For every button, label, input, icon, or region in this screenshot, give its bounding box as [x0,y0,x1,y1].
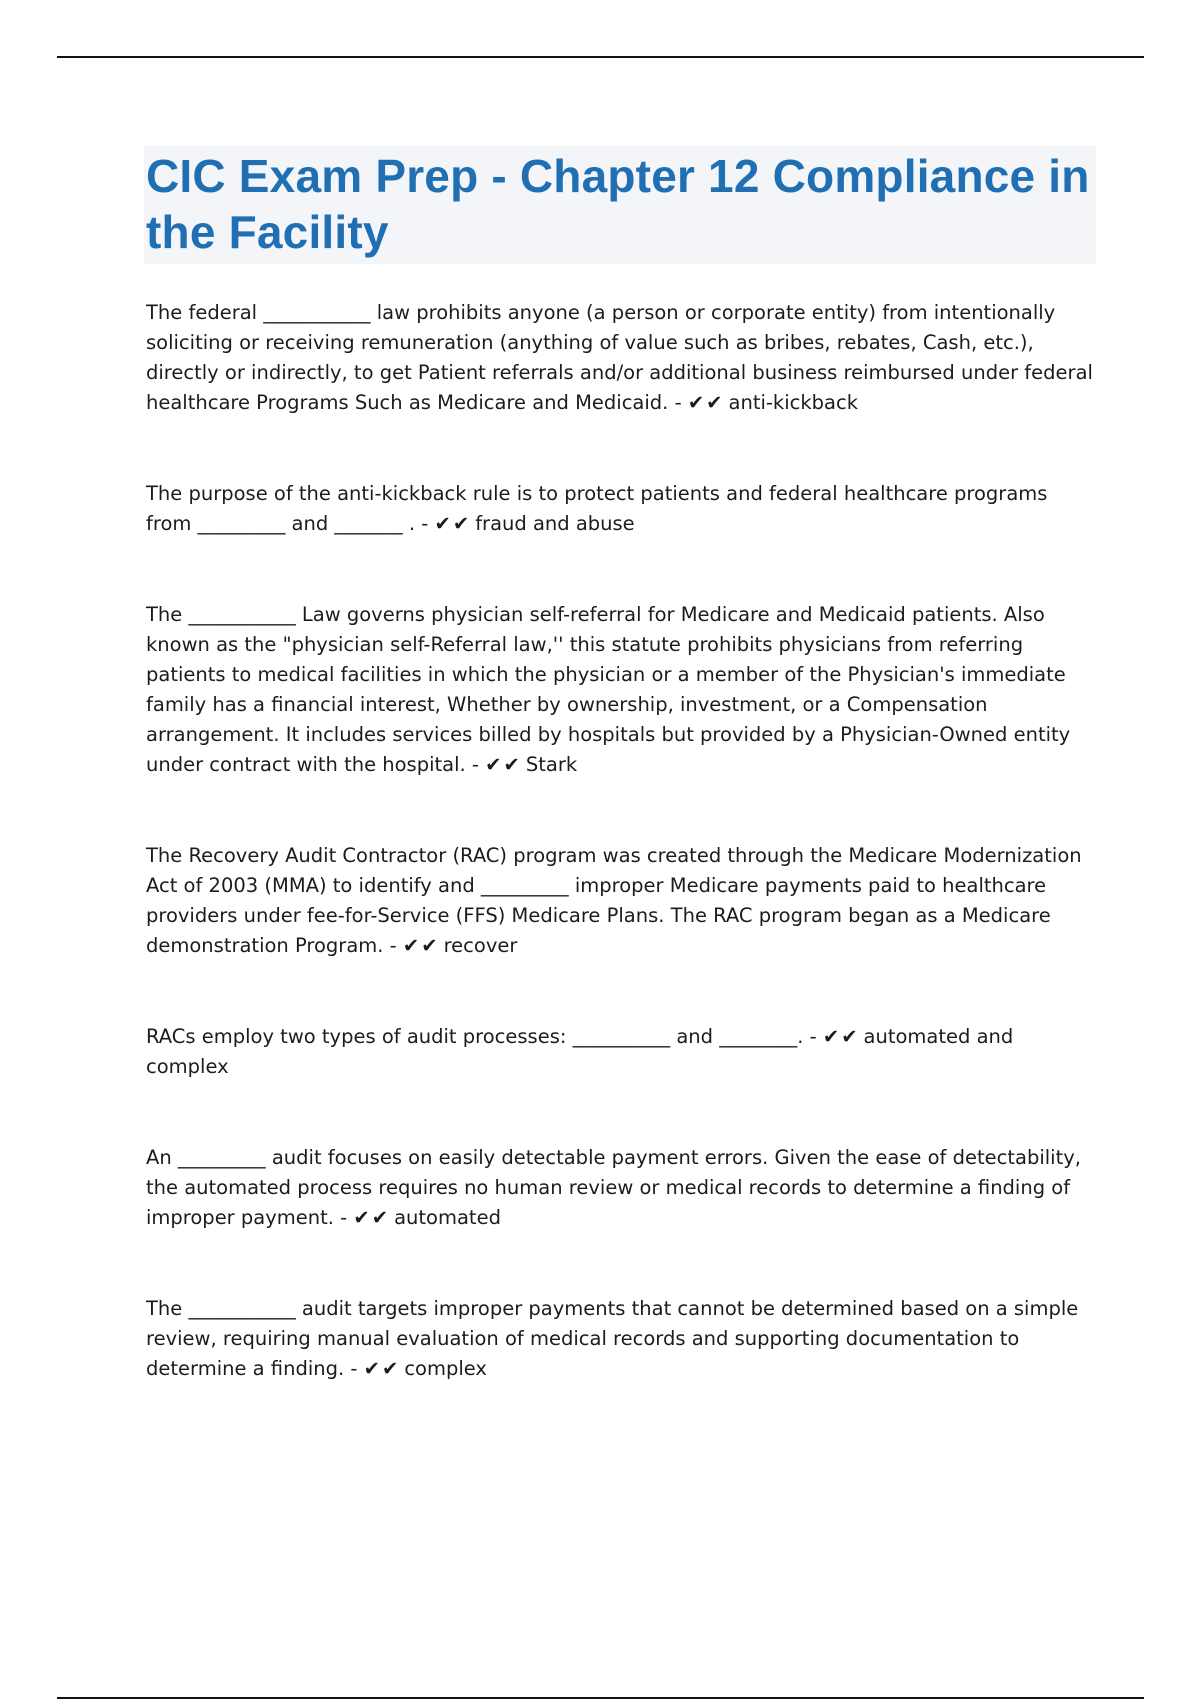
question-text: RACs employ two types of audit processes: __________ and ________. - [146,1025,817,1048]
qa-item-7 [146,1294,1096,1384]
question-text: The ___________ Law governs physician self-referral for Medicare and Medicaid patients. Also known as the "physician self-Referral law,'' this statute prohibits physicians from referring patients to medical facilities in which the physician or a member of the Physician's immediate family has a financial interest, Whether by ownership, investment, or a Compensation arrangement. It includes services billed by hospitals but provided by a Physician-Owned entity under contract with the hospital. - [146,603,1071,776]
bottom-rule [57,1697,1144,1699]
answer-text: automated and complex [146,1025,1014,1078]
question-text: An _________ audit focuses on easily detectable payment errors. Given the ease of detectability, the automated process requires no human review or medical records to determine a finding of improper payment. - [146,1146,1081,1229]
question-text: The Recovery Audit Contractor (RAC) program was created through the Medicare Modernization Act of 2003 (MMA) to identify and _________ improper Medicare payments paid to healthcare providers under fee-for-Service (FFS) Medicare Plans. The RAC program began as a Medicare demonstration Program. - [146,844,1082,957]
answer-text: fraud and abuse [475,512,635,535]
double-check-icon: ✔✔ [434,512,472,535]
qa-item-2 [146,479,1096,539]
qa-item-6 [146,1143,1096,1233]
qa-item-3 [146,600,1096,780]
answer-text: recover [443,934,518,957]
qa-item-5 [146,1022,1096,1082]
question-text: The federal ___________ law prohibits anyone (a person or corporate entity) from intentionally soliciting or receiving remuneration (anything of value such as bribes, rebates, Cash, etc.), directly or indirectly, to get Patient referrals and/or additional business reimbursed under federal healthcare Programs Such as Medicare and Medicaid. - [146,301,1093,414]
qa-item-4 [146,841,1096,961]
double-check-icon: ✔✔ [822,1025,860,1048]
page-title: CIC Exam Prep - Chapter 12 Compliance in the Facility [146,150,1090,258]
question-text: The ___________ audit targets improper payments that cannot be determined based on a simple review, requiring manual evaluation of medical records and supporting documentation to determine a finding. - [146,1297,1079,1380]
double-check-icon: ✔✔ [402,934,440,957]
answer-text: Stark [525,753,578,776]
qa-list [146,298,1096,1384]
answer-text: anti-kickback [728,391,858,414]
question-text: The purpose of the anti-kickback rule is to protect patients and federal healthcare programs from _________ and _______ . - [146,482,1048,535]
double-check-icon: ✔✔ [363,1357,401,1380]
answer-text: complex [404,1357,487,1380]
double-check-icon: ✔✔ [485,753,522,776]
double-check-icon: ✔✔ [687,391,725,414]
double-check-icon: ✔✔ [353,1206,391,1229]
qa-item-1 [146,298,1096,418]
answer-text: automated [394,1206,501,1229]
top-rule [57,56,1144,58]
title-block [144,146,1096,264]
